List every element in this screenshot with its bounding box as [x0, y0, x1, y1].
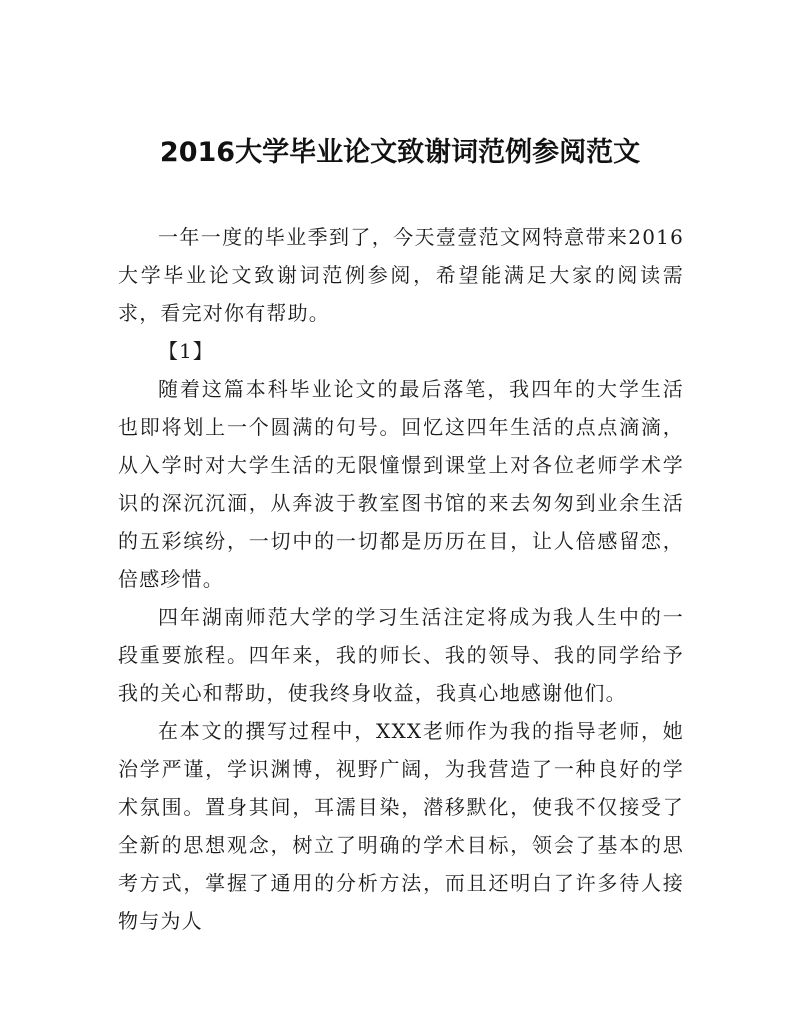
body-paragraph-3: 在本文的撰写过程中，XXX老师作为我的指导老师，她治学严谨，学识渊博，视野广阔，为我营造了一种良好的学术氛围。置身其间，耳濡目染，潜移默化，使我不仅接受了全新的思想观念，树立了明确的学术目标，领会了基本的思考方式，掌握了通用的分析方法，而且还明白了许多待人接物与为人 — [118, 719, 684, 933]
intro-paragraph: 一年一度的毕业季到了，今天壹壹范文网特意带来2016大学毕业论文致谢词范例参阅，希望能满足大家的阅读需求，看完对你有帮助。 — [118, 225, 684, 325]
document-body — [118, 218, 684, 940]
body-paragraph-2: 四年湖南师范大学的学习生活注定将成为我人生中的一段重要旅程。四年来，我的师长、我的领导、我的同学给予我的关心和帮助，使我终身收益，我真心地感谢他们。 — [118, 605, 684, 705]
body-paragraph-1: 随着这篇本科毕业论文的最后落笔，我四年的大学生活也即将划上一个圆满的句号。回忆这四年生活的点点滴滴，从入学时对大学生活的无限憧憬到课堂上对各位老师学术学识的深沉沉湎，从奔波于教室图书馆的来去匆匆到业余生活的五彩缤纷，一切中的一切都是历历在目，让人倍感留恋，倍感珍惜。 — [118, 377, 684, 591]
document-title: 2016大学毕业论文致谢词范例参阅范文 — [159, 137, 641, 168]
section-marker: 【1】 — [158, 339, 214, 363]
